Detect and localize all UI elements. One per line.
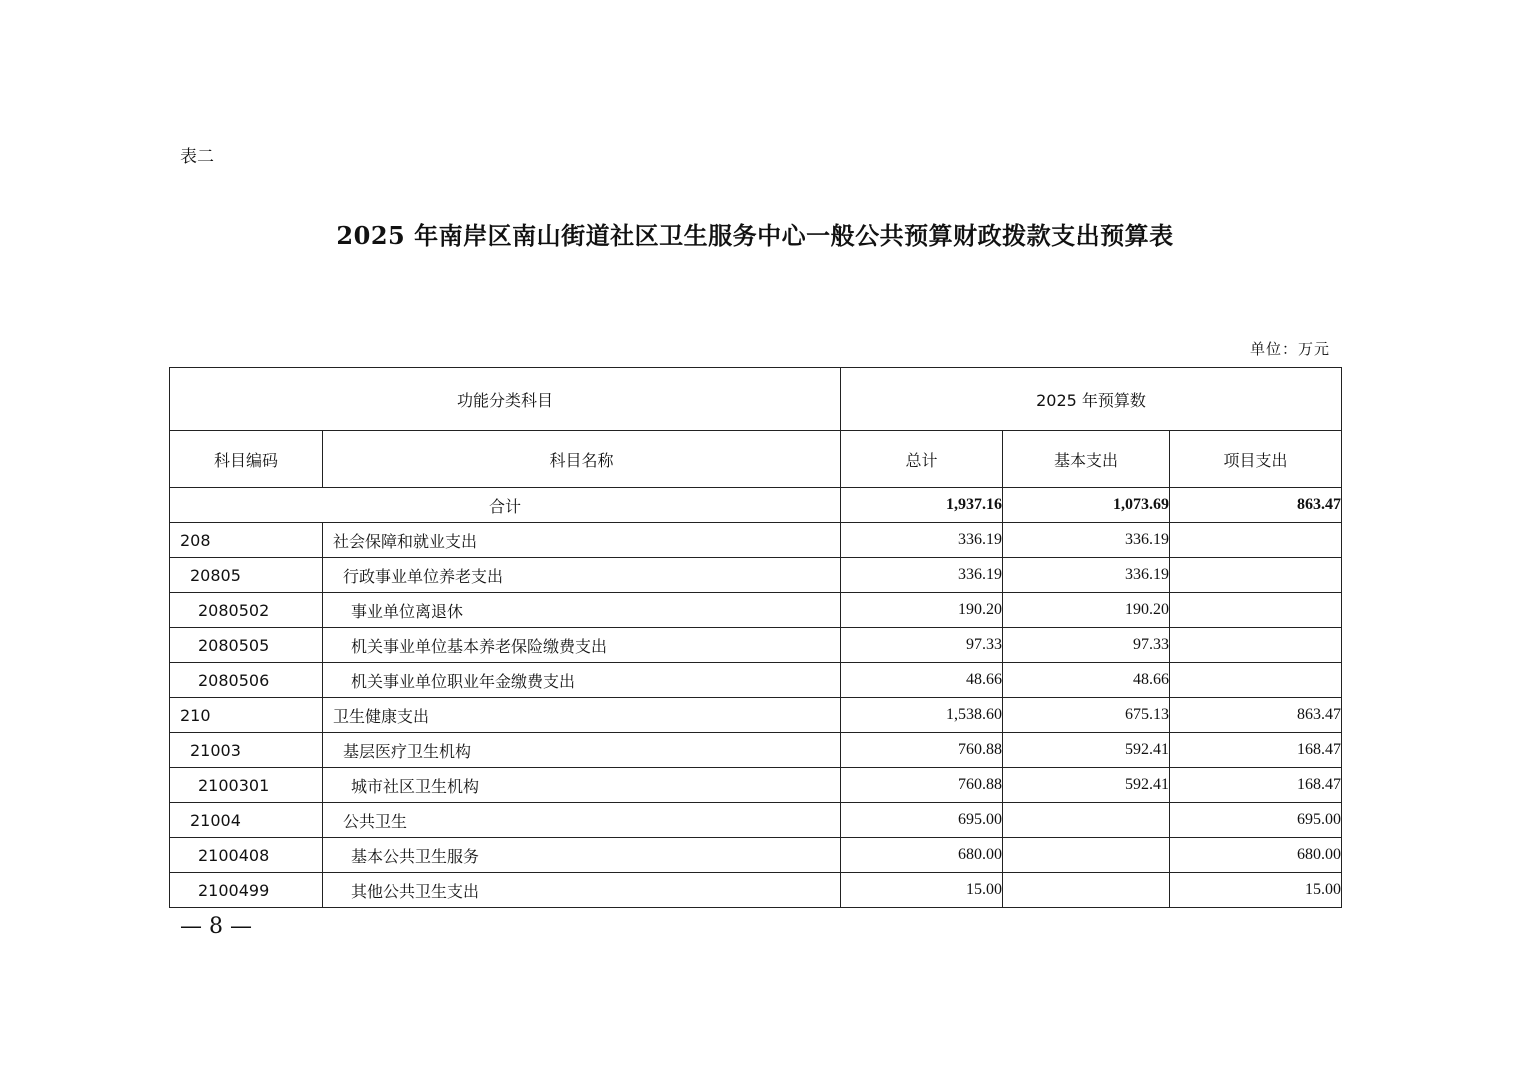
- row-code: 208: [170, 523, 323, 558]
- row-project: 863.47: [1170, 698, 1342, 733]
- row-name: 城市社区卫生机构: [323, 768, 841, 803]
- table-row: [170, 663, 1342, 698]
- row-project: 168.47: [1170, 768, 1342, 803]
- unit-label: 单位：万元: [1249, 340, 1330, 358]
- row-project: [1170, 663, 1342, 698]
- row-total: 190.20: [841, 593, 1003, 628]
- row-project: 680.00: [1170, 838, 1342, 873]
- row-code: 2080505: [170, 628, 323, 663]
- row-total: 336.19: [841, 558, 1003, 593]
- row-basic: 592.41: [1003, 768, 1170, 803]
- row-basic: 97.33: [1003, 628, 1170, 663]
- header-row-group: [170, 368, 1342, 431]
- page-number: — 8 —: [180, 914, 252, 939]
- row-total: 1,538.60: [841, 698, 1003, 733]
- total-total: 1,937.16: [841, 488, 1003, 523]
- header-functional-category: 功能分类科目: [170, 368, 841, 431]
- row-total: 48.66: [841, 663, 1003, 698]
- row-code: 21004: [170, 803, 323, 838]
- row-name: 行政事业单位养老支出: [323, 558, 841, 593]
- header-total: 总计: [841, 431, 1003, 488]
- row-name: 公共卫生: [323, 803, 841, 838]
- row-code: 21003: [170, 733, 323, 768]
- row-total: 680.00: [841, 838, 1003, 873]
- row-code: 2100301: [170, 768, 323, 803]
- row-name: 其他公共卫生支出: [323, 873, 841, 908]
- table-row: [170, 873, 1342, 908]
- row-basic: [1003, 803, 1170, 838]
- table-row: [170, 523, 1342, 558]
- row-total: 760.88: [841, 733, 1003, 768]
- row-basic: 592.41: [1003, 733, 1170, 768]
- table-row: [170, 698, 1342, 733]
- row-project: [1170, 628, 1342, 663]
- row-project: 695.00: [1170, 803, 1342, 838]
- row-basic: [1003, 838, 1170, 873]
- row-code: 20805: [170, 558, 323, 593]
- row-project: [1170, 593, 1342, 628]
- row-code: 210: [170, 698, 323, 733]
- row-name: 卫生健康支出: [323, 698, 841, 733]
- row-basic: 190.20: [1003, 593, 1170, 628]
- row-basic: 336.19: [1003, 523, 1170, 558]
- row-name: 基层医疗卫生机构: [323, 733, 841, 768]
- table-row: [170, 768, 1342, 803]
- row-project: [1170, 558, 1342, 593]
- row-project: [1170, 523, 1342, 558]
- row-total: 15.00: [841, 873, 1003, 908]
- table-row: [170, 733, 1342, 768]
- total-basic: 1,073.69: [1003, 488, 1170, 523]
- row-project: 15.00: [1170, 873, 1342, 908]
- row-project: 168.47: [1170, 733, 1342, 768]
- header-basic: 基本支出: [1003, 431, 1170, 488]
- header-code: 科目编码: [170, 431, 323, 488]
- header-budget-2025: 2025 年预算数: [841, 368, 1342, 431]
- row-total: 336.19: [841, 523, 1003, 558]
- table-row: [170, 593, 1342, 628]
- row-code: 2080502: [170, 593, 323, 628]
- row-basic: [1003, 873, 1170, 908]
- row-name: 机关事业单位职业年金缴费支出: [323, 663, 841, 698]
- row-total: 97.33: [841, 628, 1003, 663]
- row-code: 2100499: [170, 873, 323, 908]
- row-basic: 336.19: [1003, 558, 1170, 593]
- row-total: 695.00: [841, 803, 1003, 838]
- row-basic: 675.13: [1003, 698, 1170, 733]
- row-name: 基本公共卫生服务: [323, 838, 841, 873]
- row-code: 2080506: [170, 663, 323, 698]
- total-label: 合计: [170, 488, 841, 523]
- table-row: [170, 838, 1342, 873]
- total-project: 863.47: [1170, 488, 1342, 523]
- table-label: 表二: [180, 147, 214, 167]
- row-name: 事业单位离退休: [323, 593, 841, 628]
- row-name: 社会保障和就业支出: [323, 523, 841, 558]
- header-project: 项目支出: [1170, 431, 1342, 488]
- header-row-columns: [170, 431, 1342, 488]
- row-name: 机关事业单位基本养老保险缴费支出: [323, 628, 841, 663]
- row-basic: 48.66: [1003, 663, 1170, 698]
- table-row: [170, 558, 1342, 593]
- header-name: 科目名称: [323, 431, 841, 488]
- budget-table: [169, 367, 1342, 908]
- row-total: 760.88: [841, 768, 1003, 803]
- row-code: 2100408: [170, 838, 323, 873]
- table-row: [170, 628, 1342, 663]
- document-title: 2025 年南岸区南山街道社区卫生服务中心一般公共预算财政拨款支出预算表: [336, 221, 1174, 250]
- table-row: [170, 803, 1342, 838]
- total-row: [170, 488, 1342, 523]
